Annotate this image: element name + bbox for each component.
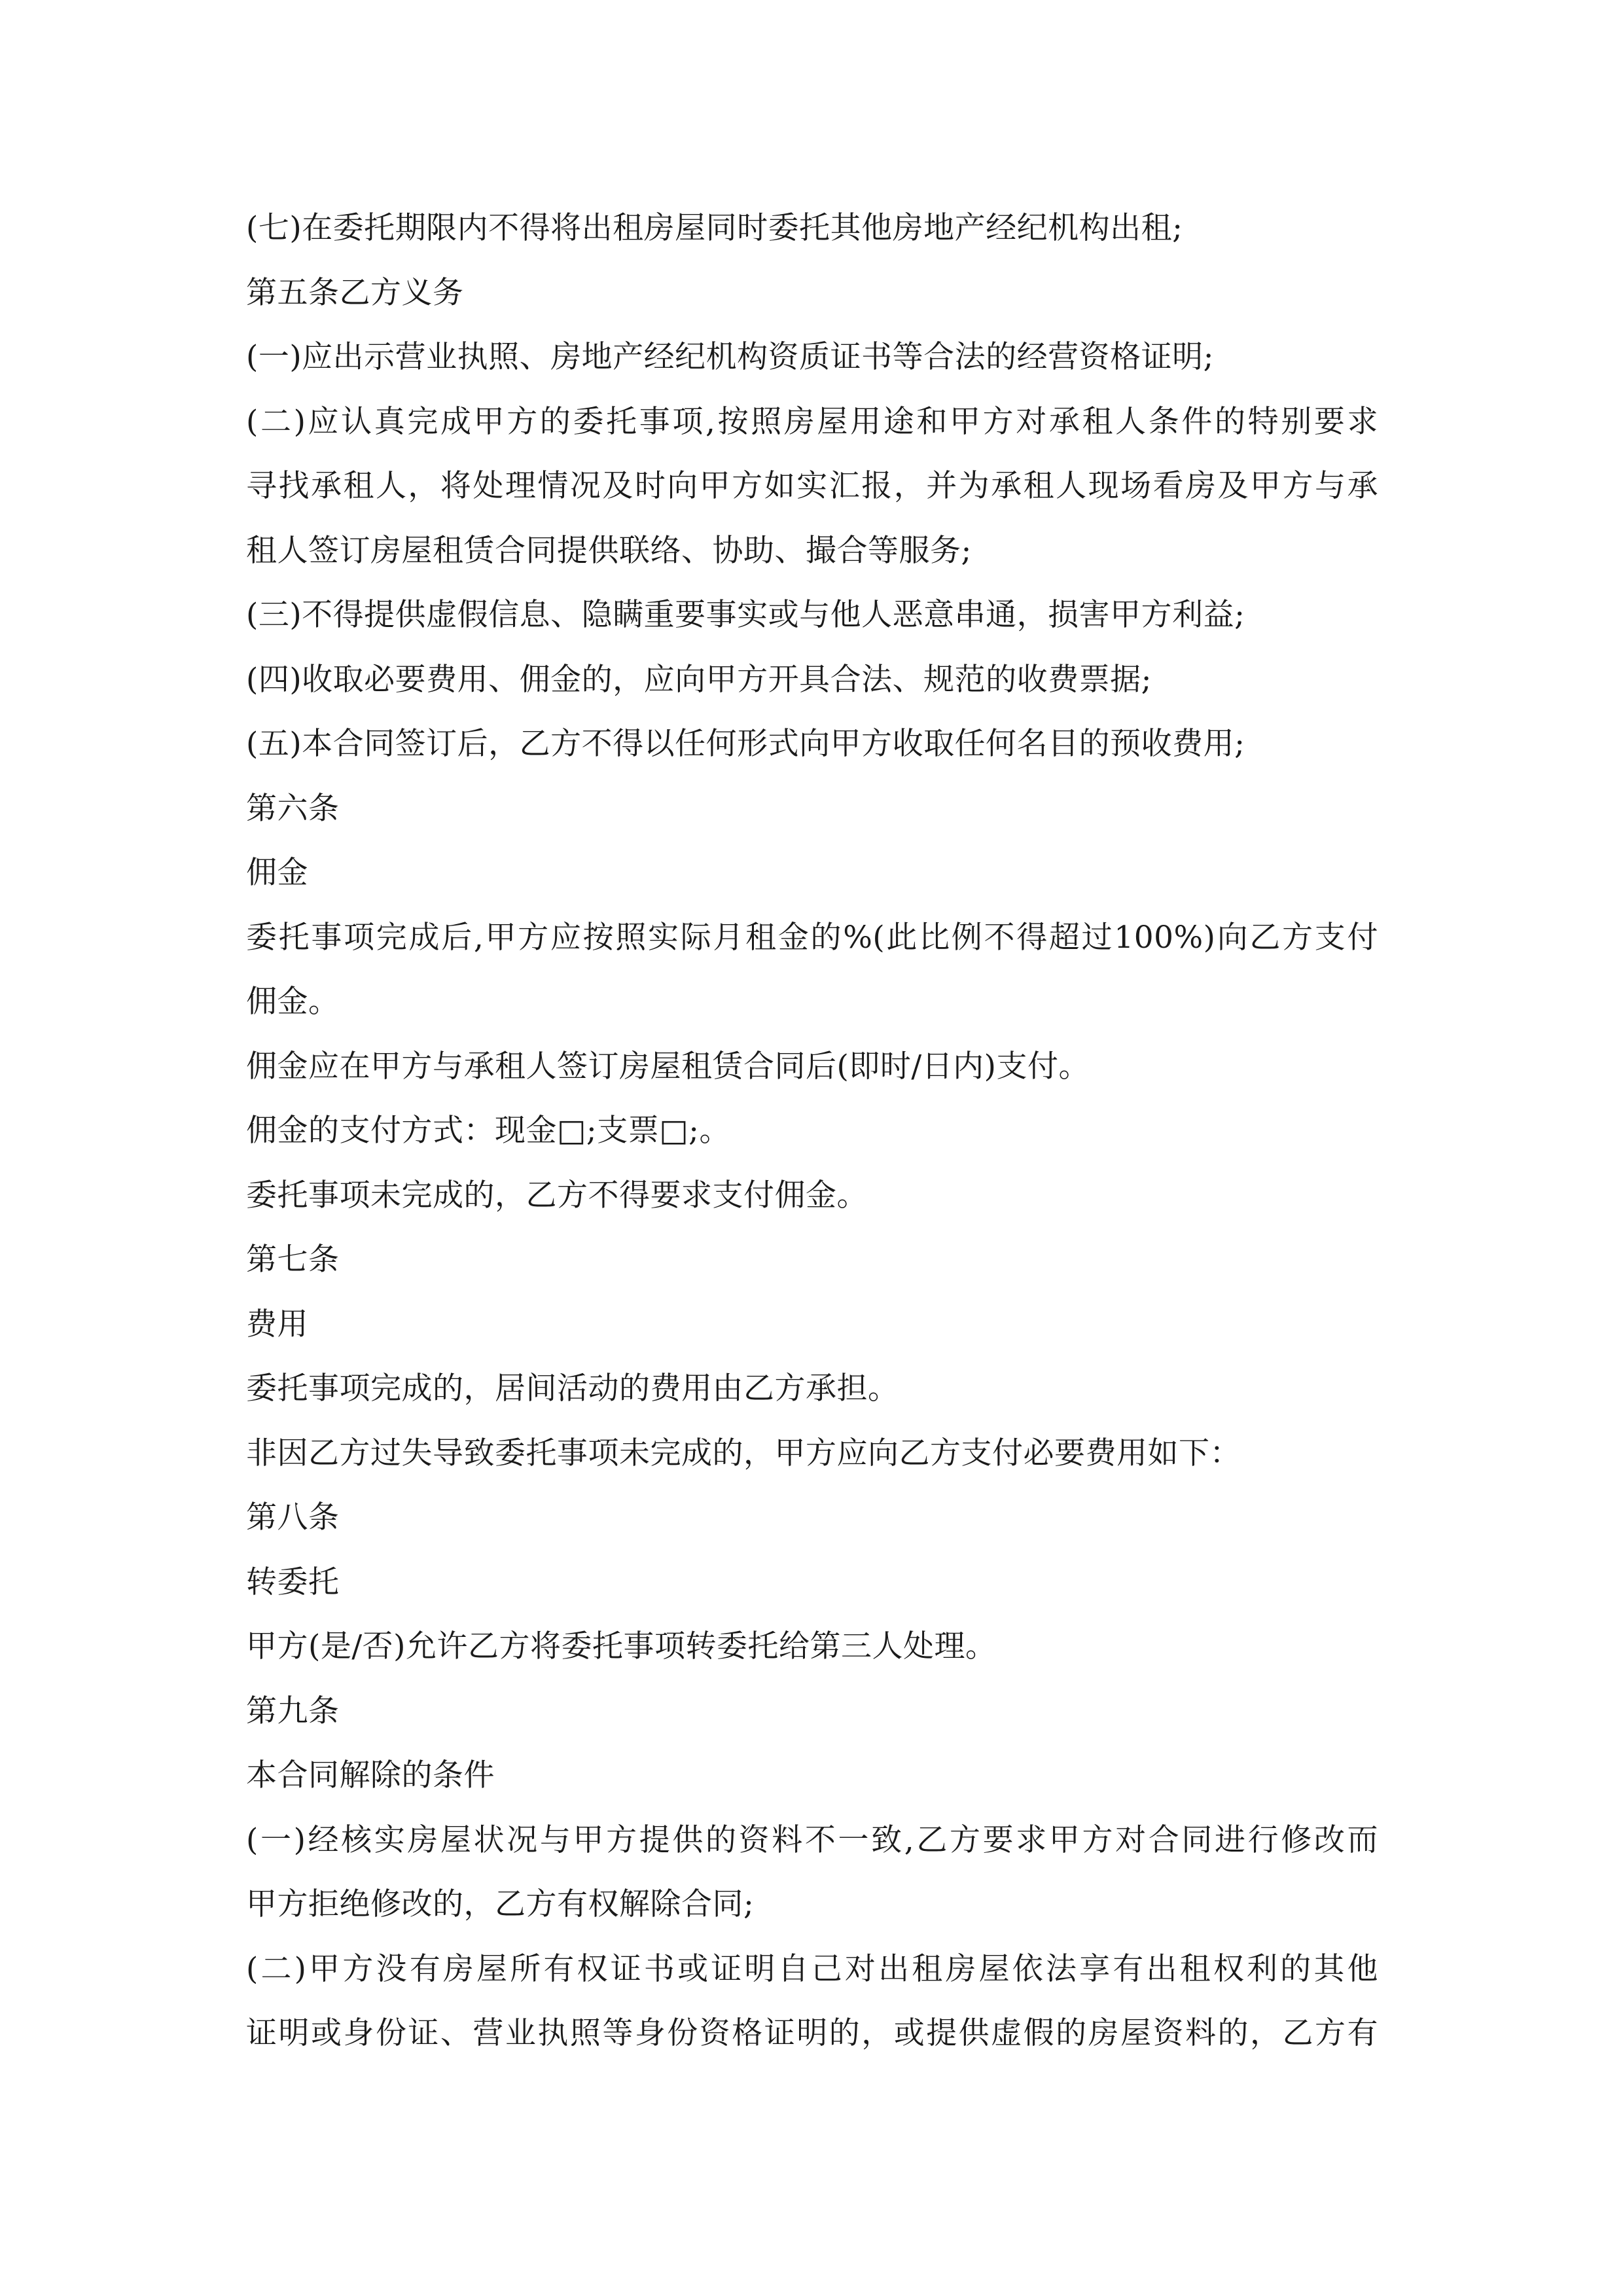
clause-line-16: 委托事项未完成的，乙方不得要求支付佣金。 bbox=[246, 1177, 868, 1213]
clause-line-13: 佣金。 bbox=[246, 984, 340, 1020]
clause-line-12: 委托事项完成后,甲方应按照实际月租金的%(此比例不得超过100%)向乙方支付 bbox=[246, 919, 1378, 956]
article-heading-9: 第九条 bbox=[246, 1693, 340, 1729]
clause-line-20: 非因乙方过失导致委托事项未完成的，甲方应向乙方支付必要费用如下： bbox=[246, 1435, 1241, 1471]
article-title-subdelegation: 转委托 bbox=[246, 1564, 340, 1600]
article-heading-6: 第六条 bbox=[246, 790, 340, 827]
clause-line-6: 租人签订房屋租赁合同提供联络、协助、撮合等服务; bbox=[246, 532, 972, 569]
clause-line-27: 甲方拒绝修改的，乙方有权解除合同; bbox=[246, 1886, 755, 1922]
clause-line-1: (七)在委托期限内不得将出租房屋同时委托其他房地产经纪机构出租; bbox=[246, 210, 1183, 246]
clause-line-26: (一)经核实房屋状况与甲方提供的资料不一致,乙方要求甲方对合同进行修改而 bbox=[246, 1821, 1378, 1858]
clause-line-5: 寻找承租人，将处理情况及时向甲方如实汇报，并为承租人现场看房及甲方与承 bbox=[246, 468, 1378, 504]
clause-line-15: 佣金的支付方式：现金□;支票□;。 bbox=[246, 1113, 730, 1149]
clause-line-9: (五)本合同签订后，乙方不得以任何形式向甲方收取任何名目的预收费用; bbox=[246, 726, 1245, 762]
clause-line-8: (四)收取必要费用、佣金的，应向甲方开具合法、规范的收费票据; bbox=[246, 661, 1152, 698]
clause-line-29: 证明或身份证、营业执照等身份资格证明的，或提供虚假的房屋资料的，乙方有 bbox=[246, 2015, 1378, 2051]
article-title-commission: 佣金 bbox=[246, 855, 308, 891]
article-heading-5: 第五条乙方义务 bbox=[246, 274, 464, 311]
article-title-fees: 费用 bbox=[246, 1306, 308, 1342]
clause-line-4: (二)应认真完成甲方的委托事项,按照房屋用途和甲方对承租人条件的特别要求 bbox=[246, 403, 1378, 440]
clause-line-23: 甲方(是/否)允许乙方将委托事项转委托给第三人处理。 bbox=[246, 1628, 997, 1664]
clause-line-7: (三)不得提供虚假信息、隐瞒重要事实或与他人恶意串通，损害甲方利益; bbox=[246, 597, 1245, 633]
clause-line-14: 佣金应在甲方与承租人签订房屋租赁合同后(即时/日内)支付。 bbox=[246, 1048, 1090, 1085]
document-body bbox=[246, 196, 1378, 2066]
article-heading-8: 第八条 bbox=[246, 1499, 340, 1535]
clause-line-19: 委托事项完成的，居间活动的费用由乙方承担。 bbox=[246, 1371, 899, 1407]
article-title-termination: 本合同解除的条件 bbox=[246, 1757, 495, 1793]
clause-line-28: (二)甲方没有房屋所有权证书或证明自己对出租房屋依法享有出租权利的其他 bbox=[246, 1950, 1378, 1987]
clause-line-3: (一)应出示营业执照、房地产经纪机构资质证书等合法的经营资格证明; bbox=[246, 339, 1215, 375]
article-heading-7: 第七条 bbox=[246, 1242, 340, 1278]
